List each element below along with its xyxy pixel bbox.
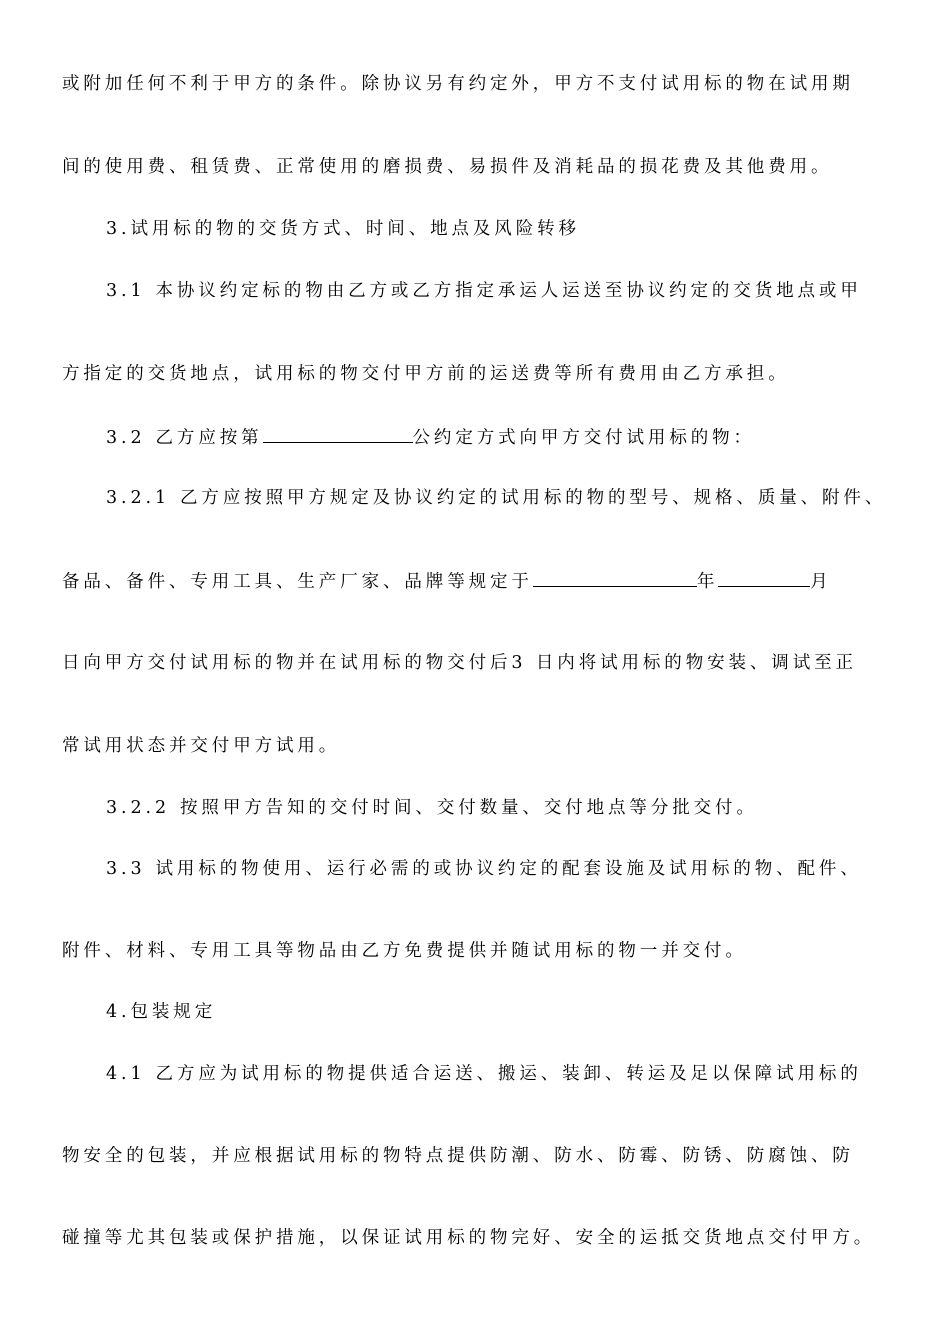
clause-number: 3.3 — [106, 859, 146, 879]
month-label: 月 — [810, 572, 832, 592]
paragraph-line — [62, 362, 892, 386]
paragraph-line — [62, 651, 892, 675]
clause-number: 3.2 — [106, 428, 146, 448]
clause-text: 按照甲方告知的交付时间、交付数量、交付地点等分批交付。 — [180, 798, 758, 818]
clause-text: 物安全的包装，并应根据试用标的物特点提供防潮、防水、防霉、防锈、防腐蚀、防 — [62, 1146, 854, 1166]
paragraph-line — [62, 568, 892, 594]
clause-text: 日向甲方交付试用标的物并在试用标的物交付后3 日内将试用标的物安装、调试至正 — [62, 653, 857, 673]
clause-text: 方指定的交货地点，试用标的物交付甲方前的运送费等所有费用由乙方承担。 — [62, 364, 790, 384]
clause-text: 本协议约定标的物由乙方或乙方指定承运人运送至协议约定的交货地点或甲 — [155, 281, 862, 301]
clause-number: 3.1 — [106, 281, 146, 301]
section-heading-4 — [106, 1000, 892, 1024]
year-blank[interactable] — [533, 568, 697, 587]
clause-text: 公约定方式向甲方交付试用标的物： — [412, 428, 755, 448]
clause-3-3 — [106, 857, 892, 881]
paragraph-line — [62, 1144, 892, 1168]
clause-3-1 — [106, 279, 892, 303]
month-blank[interactable] — [718, 568, 810, 587]
year-label: 年 — [696, 572, 719, 592]
clause-text: 附件、材料、专用工具等物品由乙方免费提供并随试用标的物一并交付。 — [62, 941, 747, 961]
clause-3-2-2 — [106, 796, 892, 820]
paragraph-text: 或附加任何不利于甲方的条件。除协议另有约定外，甲方不支付试用标的物在试用期 — [62, 74, 854, 94]
paragraph-line — [62, 1226, 892, 1250]
heading-text: 3.试用标的物的交货方式、时间、地点及风险转移 — [106, 219, 580, 239]
clause-3-2 — [106, 424, 892, 450]
paragraph-text: 间的使用费、租赁费、正常使用的磨损费、易损件及消耗品的损花费及其他费用。 — [62, 157, 833, 177]
heading-text: 4.包装规定 — [106, 1002, 217, 1022]
paragraph-line — [62, 734, 892, 758]
clause-3-2-1 — [106, 486, 892, 510]
paragraph-line — [62, 155, 892, 179]
fill-in-blank[interactable] — [263, 424, 413, 443]
clause-text: 乙方应按第 — [155, 428, 263, 448]
clause-text: 试用标的物使用、运行必需的或协议约定的配套设施及试用标的物、配件、 — [155, 859, 862, 879]
paragraph-line — [62, 939, 892, 963]
paragraph-line — [62, 72, 892, 96]
clause-number: 3.2.2 — [106, 798, 171, 818]
clause-text: 备品、备件、专用工具、生产厂家、品牌等规定于 — [62, 572, 533, 592]
clause-number: 3.2.1 — [106, 488, 171, 508]
clause-4-1 — [106, 1062, 892, 1086]
clause-text: 乙方应按照甲方规定及协议约定的试用标的物的型号、规格、质量、附件、 — [180, 488, 887, 508]
clause-number: 4.1 — [106, 1064, 146, 1084]
clause-text: 常试用状态并交付甲方试用。 — [62, 736, 341, 756]
clause-text: 乙方应为试用标的物提供适合运送、搬运、装卸、转运及足以保障试用标的 — [155, 1064, 862, 1084]
section-heading-3 — [106, 217, 892, 241]
clause-text: 碰撞等尤其包装或保护措施，以保证试用标的物完好、安全的运抵交货地点交付甲方。 — [62, 1228, 876, 1248]
